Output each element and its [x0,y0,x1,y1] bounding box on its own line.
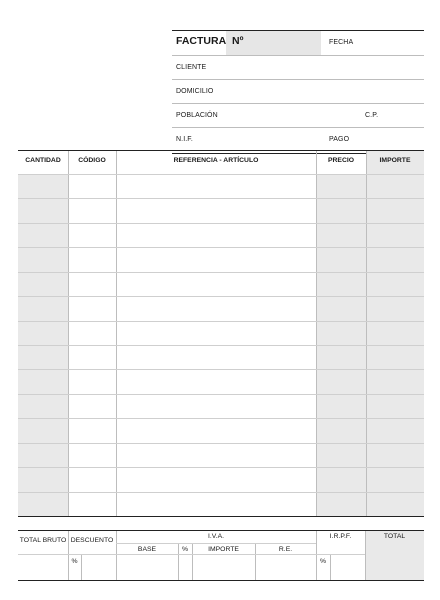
vat-base-label: BASE [137,546,157,553]
col-divider [366,150,367,516]
irpf-percent-label: % [319,558,327,565]
table-row[interactable] [18,174,424,175]
table-row[interactable] [18,321,424,322]
totals-mid-rule [18,554,365,555]
items-bottom-rule [18,516,424,517]
items-top-rule [18,150,424,151]
total-label: TOTAL [383,533,406,540]
discount-percent-label: % [71,558,78,565]
totals-table [18,530,424,582]
address-field[interactable] [172,79,424,104]
table-row[interactable] [18,272,424,273]
amount-header: IMPORTE [379,157,411,164]
payment-label: PAGO [329,136,350,143]
town-label: POBLACIÓN [176,112,218,119]
col-divider [81,554,82,580]
table-row[interactable] [18,369,424,370]
code-header: CÓDIGO [78,157,106,164]
vat-amount-label: IMPORTE [208,546,239,553]
reference-header: REFERENCIA - ARTÍCULO [173,157,259,164]
date-label: FECHA [329,39,354,46]
amount-column-shade [366,150,424,516]
table-row[interactable] [18,443,424,444]
vat-re-label: R.E. [278,546,293,553]
irpf-label: I.R.P.F. [329,533,352,540]
tax-id-label: N.I.F. [176,136,193,143]
discount-label: DESCUENTO [70,537,114,544]
invoice-number-label: Nº [232,35,244,47]
address-label: DOMICILIO [176,88,214,95]
table-row[interactable] [18,247,424,248]
table-row[interactable] [18,467,424,468]
items-table [18,150,424,518]
invoice-title: FACTURA [176,35,227,47]
vat-label: I.V.A. [208,533,224,540]
col-divider [68,150,69,516]
table-row[interactable] [18,345,424,346]
vat-percent-label: % [181,546,189,553]
invoice-number-field[interactable] [226,31,321,55]
price-header: PRECIO [327,157,355,164]
tax-id-field[interactable] [172,127,424,152]
town-field[interactable] [172,103,424,128]
gross-total-label: TOTAL BRUTO [19,537,67,544]
table-row[interactable] [18,492,424,493]
vat-subheader-rule [116,543,316,544]
table-row[interactable] [18,198,424,199]
postal-code-label: C.P. [365,112,379,119]
client-field[interactable] [172,55,424,80]
col-divider [316,150,317,516]
col-divider [330,554,331,580]
totals-bottom-rule [18,580,424,581]
quantity-header: CANTIDAD [25,157,61,164]
table-row[interactable] [18,394,424,395]
totals-top-rule [18,530,424,531]
table-row[interactable] [18,223,424,224]
client-label: CLIENTE [176,64,207,71]
col-divider [116,150,117,516]
header-row-title [172,30,424,55]
table-row[interactable] [18,418,424,419]
invoice-header [172,30,424,150]
table-row[interactable] [18,296,424,297]
